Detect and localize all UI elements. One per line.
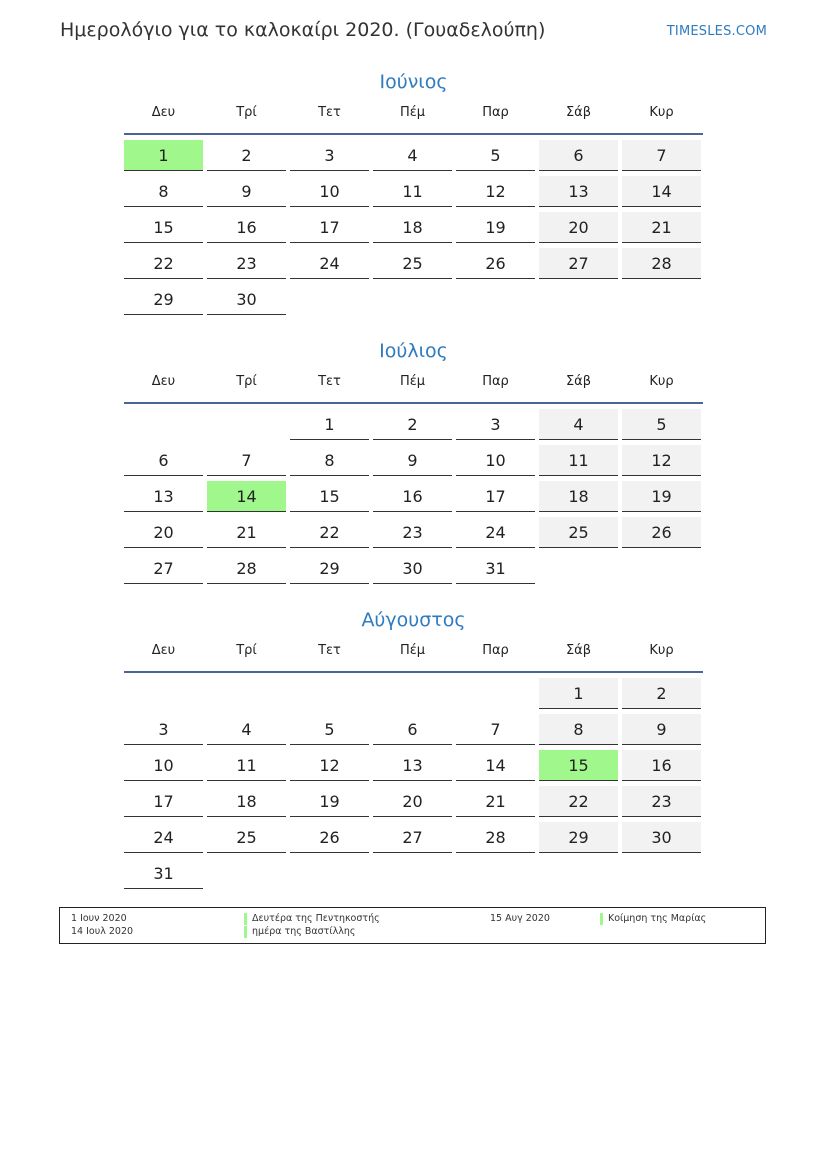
day-cell: 17 — [290, 212, 369, 243]
month-name: Ιούνιος — [379, 71, 448, 93]
day-cell: 16 — [207, 212, 286, 243]
day-cell: 11 — [373, 176, 452, 207]
day-cell: 28 — [622, 248, 701, 279]
day-cell: 26 — [622, 517, 701, 548]
month-name: Αύγουστος — [361, 609, 466, 631]
empty-cell — [539, 553, 618, 584]
day-cell: 10 — [456, 445, 535, 476]
day-cell: 29 — [290, 553, 369, 584]
empty-cell — [622, 284, 701, 315]
weekday-label: Τρί — [236, 643, 257, 658]
day-cell: 9 — [207, 176, 286, 207]
day-cell: 31 — [456, 553, 535, 584]
weekday-label: Παρ — [482, 374, 509, 389]
weekday-label: Σάβ — [565, 643, 592, 658]
site-link[interactable]: TIMESLES.COM — [666, 24, 767, 39]
day-cell: 13 — [373, 750, 452, 781]
day-cell: 3 — [456, 409, 535, 440]
day-cell: 15 — [539, 750, 618, 781]
day-cell: 8 — [539, 714, 618, 745]
legend-holiday-name: Κοίμηση της Μαρίας — [600, 913, 706, 925]
day-cell: 20 — [539, 212, 618, 243]
day-cell: 31 — [124, 858, 203, 889]
day-cell: 6 — [124, 445, 203, 476]
empty-cell — [124, 678, 203, 709]
weekday-label: Κυρ — [649, 105, 674, 120]
month-calendar — [124, 339, 703, 584]
weekday-header — [124, 372, 703, 404]
day-cell: 18 — [373, 212, 452, 243]
month-calendar — [124, 608, 703, 889]
legend-holiday-name: Δευτέρα της Πεντηκοστής — [244, 913, 380, 925]
weekday-label: Πέμ — [399, 105, 426, 120]
day-cell: 26 — [290, 822, 369, 853]
day-cell: 12 — [456, 176, 535, 207]
empty-cell — [456, 678, 535, 709]
day-cell: 2 — [373, 409, 452, 440]
empty-cell — [373, 678, 452, 709]
empty-cell — [539, 284, 618, 315]
empty-cell — [207, 409, 286, 440]
day-cell: 9 — [373, 445, 452, 476]
day-cell: 12 — [622, 445, 701, 476]
days-grid — [124, 678, 703, 889]
day-cell: 27 — [373, 822, 452, 853]
day-cell: 6 — [539, 140, 618, 171]
day-cell: 16 — [622, 750, 701, 781]
day-cell: 24 — [456, 517, 535, 548]
day-cell: 20 — [373, 786, 452, 817]
day-cell: 25 — [373, 248, 452, 279]
day-cell: 24 — [290, 248, 369, 279]
day-cell: 11 — [207, 750, 286, 781]
day-cell: 28 — [207, 553, 286, 584]
day-cell: 5 — [622, 409, 701, 440]
day-cell: 7 — [456, 714, 535, 745]
day-cell: 14 — [456, 750, 535, 781]
empty-cell — [539, 858, 618, 889]
day-cell: 7 — [207, 445, 286, 476]
day-cell: 13 — [539, 176, 618, 207]
holiday-legend — [59, 907, 766, 944]
day-cell: 4 — [207, 714, 286, 745]
day-cell: 4 — [373, 140, 452, 171]
day-cell: 10 — [124, 750, 203, 781]
day-cell: 23 — [622, 786, 701, 817]
day-cell: 21 — [622, 212, 701, 243]
day-cell: 24 — [124, 822, 203, 853]
day-cell: 11 — [539, 445, 618, 476]
legend-date: 15 Αυγ 2020 — [490, 913, 550, 924]
day-cell: 6 — [373, 714, 452, 745]
day-cell: 25 — [539, 517, 618, 548]
day-cell: 26 — [456, 248, 535, 279]
weekday-label: Παρ — [482, 643, 509, 658]
weekday-label: Σάβ — [565, 374, 592, 389]
day-cell: 22 — [539, 786, 618, 817]
empty-cell — [456, 284, 535, 315]
empty-cell — [290, 858, 369, 889]
empty-cell — [622, 553, 701, 584]
day-cell: 18 — [539, 481, 618, 512]
day-cell: 2 — [207, 140, 286, 171]
weekday-label: Παρ — [482, 105, 509, 120]
day-cell: 29 — [124, 284, 203, 315]
day-cell: 5 — [290, 714, 369, 745]
day-cell: 30 — [373, 553, 452, 584]
legend-holiday-name: ημέρα της Βαστίλλης — [244, 926, 355, 938]
day-cell: 23 — [207, 248, 286, 279]
weekday-label: Τρί — [236, 374, 257, 389]
day-cell: 15 — [290, 481, 369, 512]
day-cell: 13 — [124, 481, 203, 512]
weekday-label: Τετ — [318, 643, 341, 658]
day-cell: 29 — [539, 822, 618, 853]
weekday-label: Τετ — [318, 105, 341, 120]
weekday-label: Δευ — [151, 374, 176, 389]
weekday-label: Τετ — [318, 374, 341, 389]
weekday-header — [124, 103, 703, 135]
weekday-label: Πέμ — [399, 374, 426, 389]
day-cell: 28 — [456, 822, 535, 853]
day-cell: 27 — [539, 248, 618, 279]
legend-date: 14 Ιουλ 2020 — [71, 926, 134, 937]
day-cell: 19 — [290, 786, 369, 817]
empty-cell — [290, 678, 369, 709]
day-cell: 17 — [124, 786, 203, 817]
day-cell: 14 — [207, 481, 286, 512]
day-cell: 19 — [456, 212, 535, 243]
day-cell: 25 — [207, 822, 286, 853]
days-grid — [124, 140, 703, 315]
empty-cell — [207, 858, 286, 889]
day-cell: 20 — [124, 517, 203, 548]
empty-cell — [456, 858, 535, 889]
day-cell: 18 — [207, 786, 286, 817]
day-cell: 22 — [290, 517, 369, 548]
day-cell: 7 — [622, 140, 701, 171]
weekday-label: Δευ — [151, 643, 176, 658]
day-cell: 1 — [290, 409, 369, 440]
day-cell: 19 — [622, 481, 701, 512]
day-cell: 30 — [622, 822, 701, 853]
weekday-label: Κυρ — [649, 374, 674, 389]
page-title: Ημερολόγιο για το καλοκαίρι 2020. (Γουαδελούπη) — [60, 19, 546, 41]
day-cell: 8 — [124, 176, 203, 207]
day-cell: 9 — [622, 714, 701, 745]
day-cell: 22 — [124, 248, 203, 279]
weekday-label: Κυρ — [649, 643, 674, 658]
empty-cell — [124, 409, 203, 440]
empty-cell — [622, 858, 701, 889]
day-cell: 1 — [124, 140, 203, 171]
day-cell: 15 — [124, 212, 203, 243]
weekday-label: Πέμ — [399, 643, 426, 658]
day-cell: 30 — [207, 284, 286, 315]
day-cell: 16 — [373, 481, 452, 512]
day-cell: 27 — [124, 553, 203, 584]
month-calendar — [124, 70, 703, 315]
day-cell: 5 — [456, 140, 535, 171]
empty-cell — [290, 284, 369, 315]
day-cell: 23 — [373, 517, 452, 548]
days-grid — [124, 409, 703, 584]
month-name: Ιούλιος — [379, 340, 448, 362]
day-cell: 21 — [456, 786, 535, 817]
weekday-label: Σάβ — [565, 105, 592, 120]
empty-cell — [207, 678, 286, 709]
weekday-label: Δευ — [151, 105, 176, 120]
day-cell: 14 — [622, 176, 701, 207]
day-cell: 17 — [456, 481, 535, 512]
weekday-label: Τρί — [236, 105, 257, 120]
day-cell: 12 — [290, 750, 369, 781]
weekday-header — [124, 641, 703, 673]
day-cell: 3 — [124, 714, 203, 745]
day-cell: 3 — [290, 140, 369, 171]
legend-date: 1 Ιουν 2020 — [71, 913, 127, 924]
empty-cell — [373, 858, 452, 889]
day-cell: 10 — [290, 176, 369, 207]
day-cell: 2 — [622, 678, 701, 709]
empty-cell — [373, 284, 452, 315]
day-cell: 8 — [290, 445, 369, 476]
day-cell: 4 — [539, 409, 618, 440]
day-cell: 1 — [539, 678, 618, 709]
day-cell: 21 — [207, 517, 286, 548]
